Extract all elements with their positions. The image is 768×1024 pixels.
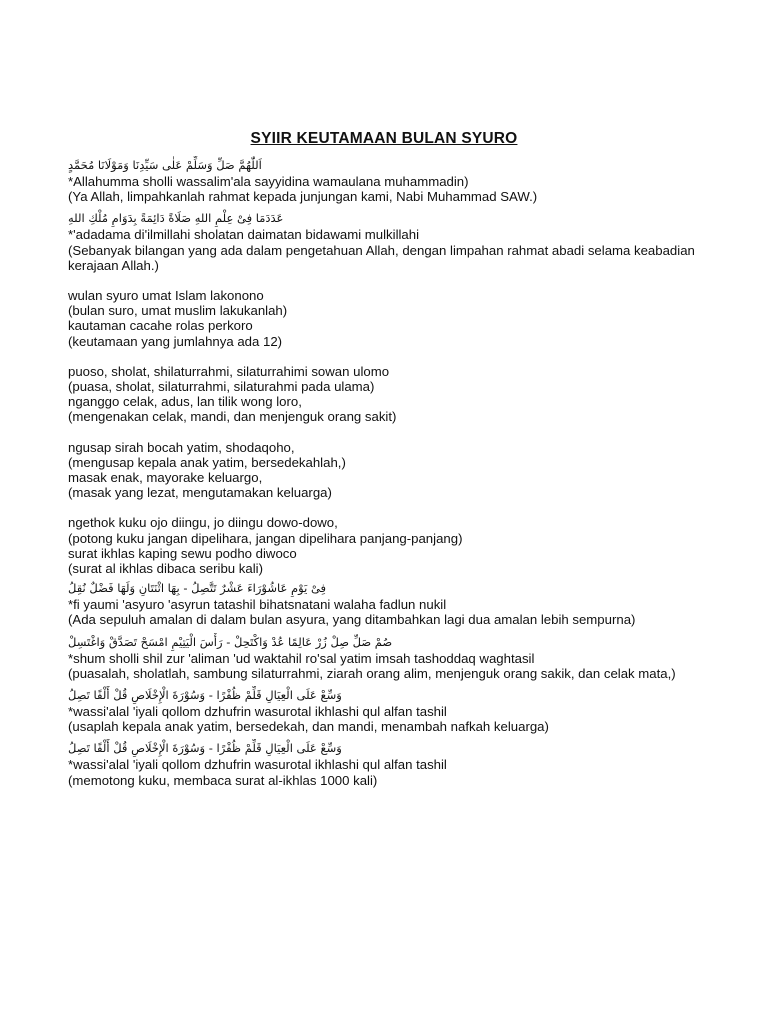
transliteration-line: *shum sholli shil zur 'aliman 'ud waktahil ro'sal yatim imsah tashoddaq waghtasil: [68, 650, 535, 666]
verse-line: (mengusap kepala anak yatim, bersedekahlah,): [68, 454, 346, 470]
verse-line: surat ikhlas kaping sewu podho diwoco: [68, 545, 297, 561]
translation-line: (Sebanyak bilangan yang ada dalam pengetahuan Allah, dengan limpahan rahmat abadi selama keabadian kerajaan Allah.): [68, 242, 695, 273]
closing-stanza-2: [68, 633, 718, 681]
transliteration-line: *Allahumma sholli wassalim'ala sayyidina wamaulana muhammadin): [68, 174, 469, 189]
verse-line: (mengenakan celak, mandi, dan menjenguk orang sakit): [68, 409, 397, 425]
verse-line: (keutamaan yang jumlahnya ada 12): [68, 333, 283, 349]
translation-line: (memotong kuku, membaca surat al-ikhlas 1000 kali): [68, 772, 378, 788]
transliteration-line: *wassi'alal 'iyali qollom dzhufrin wasurotal ikhlashi qul alfan tashil: [68, 757, 447, 773]
arabic-verse: صُمْ صَلِّ صِلْ زُرْ عَالِمًا عُدْ وَاكْتَحِلْ - رَأْسَ الْيَتِيْمِ امْسَحْ تَصَدَّقْ وَاغْتَسِلْ: [68, 634, 393, 649]
arabic-verse: عَدَدَمَا فِىْ عِلْمِ اللهِ صَلَاةً دَائِمَةً بِدَوَامِ مُلْكِ اللهِ: [68, 211, 284, 226]
translation-line: (puasalah, sholatlah, sambung silaturrahmi, ziarah orang alim, menjenguk orang sakik, dan celak mata,): [68, 665, 676, 681]
javanese-verse-3: [68, 440, 718, 501]
verse-line: nganggo celak, adus, lan tilik wong loro,: [68, 394, 302, 410]
transliteration-line: *'adadama di'ilmillahi sholatan daimatan bidawami mulkillahi: [68, 227, 420, 243]
closing-stanza-1: [68, 579, 718, 627]
verse-line: puoso, sholat, shilaturrahmi, silaturrahimi sowan ulomo: [68, 363, 390, 379]
shalawat-stanza-1: [68, 156, 718, 204]
transliteration-line: *fi yaumi 'asyuro 'asyrun tatashil bihatsnatani walaha fadlun nukil: [68, 597, 447, 613]
verse-line: masak enak, mayorake keluargo,: [68, 470, 263, 486]
document-body: [68, 156, 718, 788]
javanese-verse-2: [68, 364, 718, 425]
verse-line: (bulan suro, umat muslim lakukanlah): [68, 303, 288, 319]
shalawat-stanza-2: [68, 209, 718, 273]
javanese-verse-1: [68, 288, 718, 349]
verse-line: ngusap sirah bocah yatim, shodaqoho,: [68, 439, 295, 455]
translation-line: (usaplah kepala anak yatim, bersedekah, dan mandi, menambah nafkah keluarga): [68, 719, 549, 735]
javanese-verse-4: [68, 515, 718, 576]
verse-line: kautaman cacahe rolas perkoro: [68, 318, 253, 334]
translation-line: (Ya Allah, limpahkanlah rahmat kepada junjungan kami, Nabi Muhammad SAW.): [68, 189, 538, 205]
closing-stanza-4: [68, 739, 718, 787]
verse-line: (surat al ikhlas dibaca seribu kali): [68, 561, 263, 577]
verse-line: (potong kuku jangan dipelihara, jangan dipelihara panjang-panjang): [68, 530, 463, 546]
verse-line: ngethok kuku ojo diingu, jo diingu dowo-dowo,: [68, 515, 338, 531]
arabic-verse: فِىْ يَوْمِ عَاشُوْرَاءَ عَشْرٌ تَتَّصِلُ - بِهَا اثْنَتَانِ وَلَهَا فَضْلٌ نُقِلُ: [68, 581, 327, 596]
verse-line: (masak yang lezat, mengutamakan keluarga): [68, 485, 332, 501]
document-title: SYIIR KEUTAMAAN BULAN SYURO: [250, 130, 518, 147]
verse-line: wulan syuro umat Islam lakonono: [68, 288, 264, 304]
arabic-verse: وَسِّعْ عَلَى الْعِيَالِ قَلِّمْ ظُفْرًا - وَسُوْرَةَ الْإِخْلَاصِ قُلْ أَلْفًا تَصِلُ: [68, 741, 342, 756]
arabic-verse: وَسِّعْ عَلَى الْعِيَالِ قَلِّمْ ظُفْرًا - وَسُوْرَةَ الْإِخْلَاصِ قُلْ أَلْفًا تَصِلُ: [68, 688, 342, 703]
arabic-verse: اَللّٰهُمَّ صَلِّ وَسَلِّمْ عَلٰى سَيِّدِنَا وَمَوْلَانَا مُحَمَّدٍ: [68, 158, 262, 172]
translation-line: (Ada sepuluh amalan di dalam bulan asyura, yang ditambahkan lagi dua amalan lebih sempurna): [68, 612, 636, 628]
transliteration-line: *wassi'alal 'iyali qollom dzhufrin wasurotal ikhlashi qul alfan tashil: [68, 704, 447, 720]
verse-line: (puasa, sholat, silaturrahmi, silaturahmi pada ulama): [68, 379, 375, 395]
closing-stanza-3: [68, 686, 718, 734]
